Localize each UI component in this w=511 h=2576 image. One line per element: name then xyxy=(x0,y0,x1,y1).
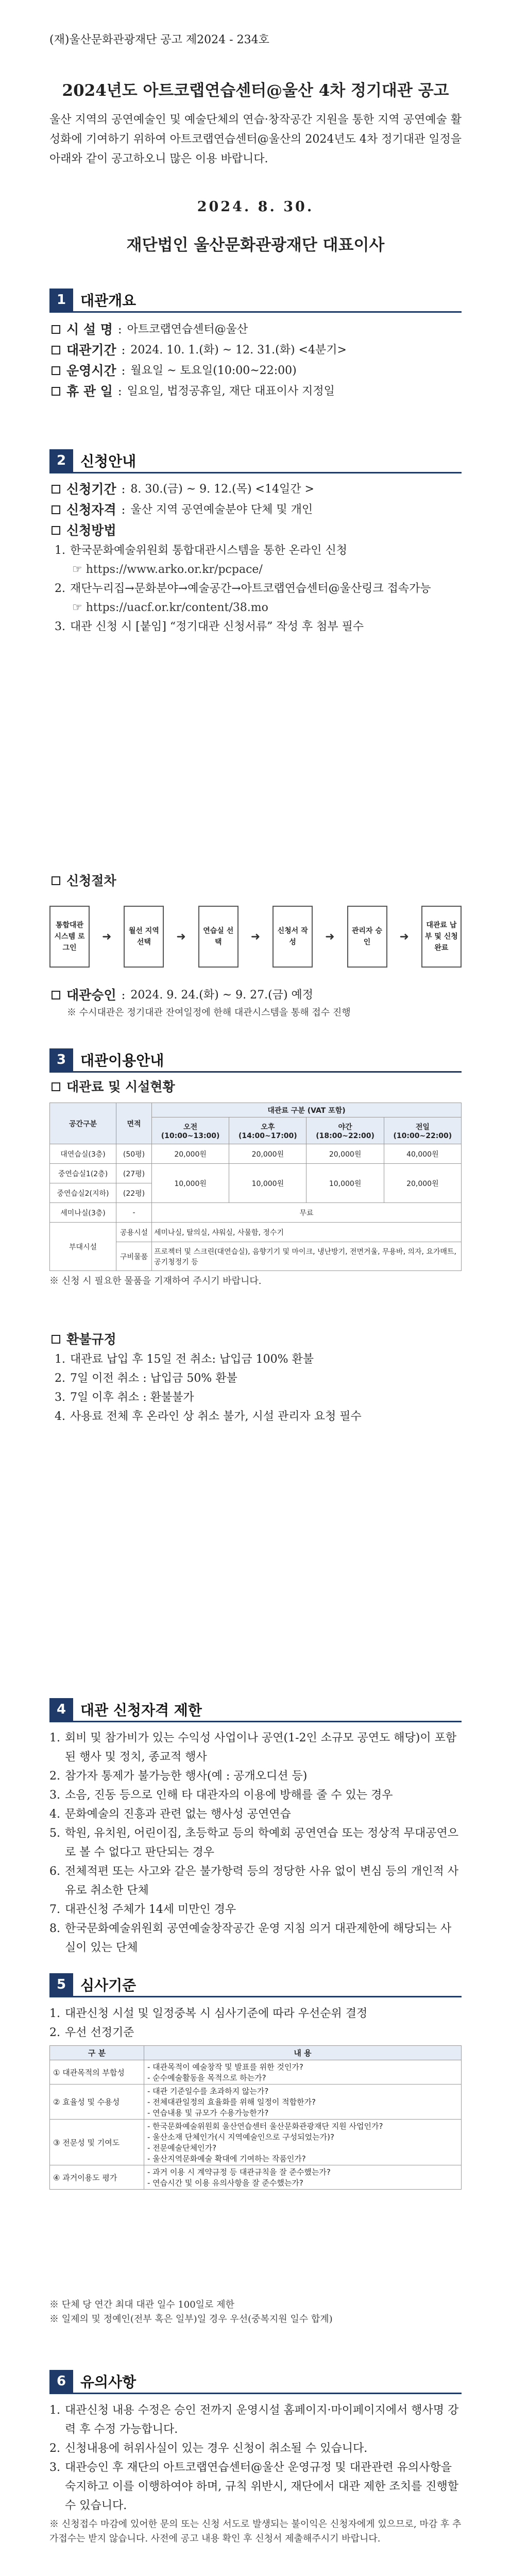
section-number: 2 xyxy=(49,449,73,472)
list-item: 4. 문화예술의 진흥과 관련 없는 행사성 공연연습 xyxy=(49,1808,291,1821)
table-row: ① 대관목적의 부합성 - 대관목적이 예술창작 및 발표를 위한 것인가? - 순수예술활동을 목적으로 하는가? xyxy=(50,2060,462,2084)
table-row: ② 효율성 및 수용성 - 대관 기준일수를 초과하지 않는가? - 전체대관일정의 효율화를 위해 일정이 적합한가? - 연습내용 및 규모가 수용가능한가? xyxy=(50,2084,462,2120)
arrow-right-icon: ➜ xyxy=(176,930,186,943)
section-number: 5 xyxy=(49,1973,73,1996)
arrow-right-icon: ➜ xyxy=(250,930,261,943)
section-header-overview xyxy=(49,289,462,313)
bullet-square-icon xyxy=(52,346,60,354)
table-row: 대연습실(3층) (50평) 20,000원 20,000원 20,000원 40,000원 xyxy=(50,1144,462,1164)
notice-date: 2024. 8. 30. xyxy=(197,199,314,215)
section-number: 6 xyxy=(49,2370,73,2393)
list-item: 3. 대관 신청 시 [붙임] “정기대관 신청서류” 작성 후 첨부 필수 xyxy=(55,620,364,633)
section-number: 3 xyxy=(49,1048,73,1071)
section-title: 대관 신청자격 제한 xyxy=(80,1702,202,1719)
method-list xyxy=(49,541,462,636)
list-item: 1. 대관신청 내용 수정은 승인 전까지 운영시설 홈페이지·마이페이지에서 행사명 강력 후 수정 가능합니다. xyxy=(49,2404,459,2436)
section-title: 대관개요 xyxy=(80,292,137,309)
overview-list xyxy=(49,319,462,402)
list-item: 6. 전체적편 또는 사고와 같은 불가항력 등의 정당한 사유 없이 변심 등의 개인적 사유로 취소한 단체 xyxy=(49,1865,458,1897)
section-header-usage xyxy=(49,1048,462,1073)
overview-item: 시 설 명 : 아트코랩연습센터@울산 xyxy=(49,319,462,340)
approval-info: 대관승인 : 2024. 9. 24.(화) ~ 9. 27.(금) 예정 ※ 수시대관은 정기대관 잔여일정에 한해 대관시스템을 통해 접수 진행 xyxy=(49,985,462,1020)
arrow-right-icon: ➜ xyxy=(325,930,335,943)
flow-step: 월선 지역선택 xyxy=(124,906,164,968)
arrow-right-icon: ➜ xyxy=(399,930,409,943)
flow-step: 대관료 납부 및 신청완료 xyxy=(421,906,462,968)
table-row: ④ 과거이용도 평가 - 과거 이용 시 계약규정 등 대관규칙을 잘 준수했는가? - 연습시간 및 이용 유의사항을 잘 준수했는가? xyxy=(50,2165,462,2190)
flow-step: 연습실 선택 xyxy=(198,906,239,968)
list-item: 2. 참가자 통제가 불가능한 행사(예 : 공개오디션 등) xyxy=(49,1770,308,1783)
refund-list xyxy=(49,1350,462,1426)
section-title: 유의사항 xyxy=(80,2374,137,2391)
list-item: 1. 한국문화예술위원회 통합대관시스템을 통한 온라인 신청 xyxy=(55,544,348,557)
list-item: 2. 신청내용에 허위사실이 있는 경우 신청이 취소될 수 있습니다. xyxy=(49,2442,368,2455)
table-note: ※ 신청 시 필요한 물품을 기재하여 주시기 바랍니다. xyxy=(49,1276,262,1286)
section-title: 신청안내 xyxy=(80,453,137,470)
flow-step: 통합대관 시스템 로그인 xyxy=(49,906,90,968)
list-item: 2. 우선 선정기준 xyxy=(49,2026,134,2039)
list-item: 5. 학원, 유치원, 어린이집, 초등학교 등의 학예회 공연연습 또는 정상적 무대공연으로 볼 수 없다고 판단되는 경우 xyxy=(49,1827,458,1859)
list-item: 4. 사용료 전체 후 온라인 상 취소 불가, 시설 관리자 요청 필수 xyxy=(55,1410,362,1423)
table-row: 중연습실2(지하) (22평) xyxy=(50,1183,462,1203)
page-title: 2024년도 아트코랩연습센터@울산 4차 정기대관 공고 xyxy=(62,81,449,100)
bullet-square-icon xyxy=(52,1082,60,1091)
section-number: 1 xyxy=(49,289,73,311)
method-link[interactable]: ☞ https://uacf.or.kr/content/38.mo xyxy=(72,601,268,614)
overview-item: 휴 관 일 : 일요일, 법정공휴일, 재단 대표이사 지정일 xyxy=(49,381,462,402)
bullet-square-icon xyxy=(52,325,60,334)
list-item: 1. 대관신청 시설 및 일정중복 시 심사기준에 따라 우선순위 결정 xyxy=(49,2007,368,2020)
table-row: 부대시설 공용시설 세미나실, 탈의실, 샤워실, 사물함, 정수기 xyxy=(50,1223,462,1242)
section-header-restrictions xyxy=(49,1698,462,1722)
overview-item: 대관기간 : 2024. 10. 1.(화) ~ 12. 31.(화) <4분기> xyxy=(49,340,462,361)
list-item: 8. 한국문화예술위원회 공연예술창작공간 운영 지침 의거 대관제한에 해당되는 사실이 있는 단체 xyxy=(49,1922,452,1954)
list-item: 1. 대관료 납입 후 15일 전 취소: 납입금 100% 환불 xyxy=(55,1353,314,1366)
flow-step: 신청서 작성 xyxy=(272,906,313,968)
approval-note: ※ 수시대관은 정기대관 잔여일정에 한해 대관시스템을 통해 접수 진행 xyxy=(67,1007,351,1018)
application-info: 신청기간 : 8. 30.(금) ~ 9. 12.(목) <14일간 > 신청자격 : 울산 지역 공연예술분야 단체 및 개인 신청방법 1. 한국문화예술위원회 통합대관시스템을 통한 온라인 신청 ☞ https://www.arko.or.kr/pcpace/ 2. 재단누리집→문화분야→예술공간→아트코랩연습센터@울산링크 접속가능 ☞ https://uacf.or.kr/content/38.mo 3. 대관 신청 시 [붙임] “정기대관 신청서류” 작성 후 첨부 필수 xyxy=(49,479,462,636)
caution-list xyxy=(49,2401,462,2515)
intro-paragraph: 울산 지역의 공연예술인 및 예술단체의 연습·창작공간 지원을 통한 지역 공연예술 활성화에 기여하기 위하여 아트코랩연습센터@울산의 2024년도 4차 정기대관 일정을 아래와 같이 공고하오니 많은 이용 바랍니다. xyxy=(49,113,462,165)
organization-name: 재단법인 울산문화관광재단 대표이사 xyxy=(126,236,385,255)
notice-number: (재)울산문화관광재단 공고 제2024 - 234호 xyxy=(49,33,269,46)
list-item: 2. 재단누리집→문화분야→예술공간→아트코랩연습센터@울산링크 접속가능 xyxy=(55,582,431,595)
flow-step: 관리자 승인 xyxy=(347,906,387,968)
fee-table: 공간구분 면적 대관료 구분 (VAT 포함) 오전 (10:00~13:00) 오후 (14:00~17:00) 야간 (18:00~22:00) 전일 (10:00~22:00) 대연습실(3층) (50평) 20,000원 20,000원 20,000원 40,000원 중연습실1(2층) (27평) 10,000원 10,000원 10,000원 20,000원 중연습실2(지하) (22평) 세미나실(3층) - 무료 부대시설 공용시설 세미나실, 탈의실, 샤워실, 사물함, 정수기 구비물품 프로젝터 및 스크린(대연습실), 음향기기 및 마이크, 냉난방기, 전면거울, 무용바, 의자, 요가매트, 공기청정기 등 xyxy=(49,1103,462,1271)
section-header-application xyxy=(49,449,462,473)
list-item: 3. 소음, 진동 등으로 인해 타 대관자의 이용에 방해를 줄 수 있는 경우 xyxy=(49,1789,393,1802)
arrow-right-icon: ➜ xyxy=(101,930,112,943)
list-item: 3. 대관승인 후 재단의 아트코랩연습센터@울산 운영규정 및 대관관련 유의사항을 숙지하고 이를 이행하여야 하며, 규칙 위반시, 재단에서 대관 제한 조치를 진행할 수 있습니다. xyxy=(49,2461,458,2512)
bullet-square-icon xyxy=(52,366,60,375)
bullet-square-icon xyxy=(52,387,60,396)
restriction-list-wrap xyxy=(49,1728,462,1957)
section-title: 대관이용안내 xyxy=(80,1052,164,1069)
fee-heading: 대관료 및 시설현황 xyxy=(49,1077,462,1097)
table-row: 구비물품 프로젝터 및 스크린(대연습실), 음향기기 및 마이크, 냉난방기, 전면거울, 무용바, 의자, 요가매트, 공기청정기 등 xyxy=(50,1242,462,1271)
bullet-square-icon xyxy=(52,1335,60,1344)
section-title: 심사기준 xyxy=(80,1977,137,1994)
criteria-table: 구 분 내 용 ① 대관목적의 부합성 - 대관목적이 예술창작 및 발표를 위한 것인가? - 순수예술활동을 목적으로 하는가? ② 효율성 및 수용성 - 대관 기준일수를 초과하지 않는가? - 전체대관일정의 효율화를 위해 일정이 적합한가? - 연습내용 및 규모가 수용가능한가? ③ 전문성 및 기여도 - 한국문화예술위원회 울산연습센터 울산문화관광재단 지원 사업인가? - 울산소재 단체인가(시 지역예술인으로 구성되었는가)? - 전문예술단체인가? - 울산지역문화예술 확대에 기여하는 작품인가? ④ 과거이용도 평가 - 과거 이용 시 계약규정 등 대관규칙을 잘 준수했는가? - 연습시간 및 이용 유의사항을 잘 준수했는가? xyxy=(49,2045,462,2190)
list-item: 1. 회비 및 참가비가 있는 수익성 사업이나 공연(1-2인 소규모 공연도 해당)이 포함된 행사 및 정치, 종교적 행사 xyxy=(49,1732,457,1764)
section-header-criteria xyxy=(49,1973,462,1997)
criteria-table-wrap xyxy=(49,2045,462,2190)
bullet-square-icon xyxy=(52,991,60,999)
refund-section: 환불규정 1. 대관료 납입 후 15일 전 취소: 납입금 100% 환불 2. 7일 이전 취소 : 납입금 50% 환불 3. 7일 이후 취소 : 환불불가 4. 사용료 전체 후 온라인 상 취소 불가, 시설 관리자 요청 필수 xyxy=(49,1329,462,1426)
overview-item: 운영시간 : 월요일 ~ 토요일(10:00~22:00) xyxy=(49,361,462,381)
criteria-list-wrap xyxy=(49,2004,462,2042)
criteria-notes: ※ 단체 당 연간 최대 대관 일수 100일로 제한 ※ 일제의 및 정예인(전부 혹은 일부)일 경우 우선(중복지원 일수 합계) xyxy=(49,2299,333,2325)
procedure-heading: 신청절차 xyxy=(49,871,462,891)
restriction-list xyxy=(49,1728,462,1957)
section-header-cautions xyxy=(49,2370,462,2394)
bullet-square-icon xyxy=(52,505,60,514)
fee-table-wrap xyxy=(49,1103,462,1289)
table-row: ③ 전문성 및 기여도 - 한국문화예술위원회 울산연습센터 울산문화관광재단 지원 사업인가? - 울산소재 단체인가(시 지역예술인으로 구성되었는가)? - 전문예술단체인가? - 울산지역문화예술 확대에 기여하는 작품인가? xyxy=(50,2120,462,2165)
list-item: 3. 7일 이후 취소 : 환불불가 xyxy=(55,1391,194,1404)
table-row: 세미나실(3층) - 무료 xyxy=(50,1203,462,1223)
bullet-square-icon xyxy=(52,876,60,885)
bullet-square-icon xyxy=(52,485,60,494)
criteria-list xyxy=(49,2004,462,2042)
caution-list-wrap xyxy=(49,2401,462,2546)
method-link[interactable]: ☞ https://www.arko.or.kr/pcpace/ xyxy=(72,563,263,576)
table-row: 중연습실1(2층) (27평) 10,000원 10,000원 10,000원 20,000원 xyxy=(50,1164,462,1183)
section-number: 4 xyxy=(49,1698,73,1721)
list-item: 2. 7일 이전 취소 : 납입금 50% 환불 xyxy=(55,1372,237,1385)
procedure-flow xyxy=(49,901,462,973)
list-item: 7. 대관신청 주체가 14세 미만인 경우 xyxy=(49,1903,236,1916)
bullet-square-icon xyxy=(52,526,60,535)
caution-note: ※ 신청접수 마감에 있어한 문의 또는 신청 서도로 발생되는 불이익은 신청자에게 있으므로, 마감 후 추가접수는 받지 않습니다. 사전에 공고 내용 확인 후 신청서 제출해주시기 바랍니다. xyxy=(49,2519,462,2544)
